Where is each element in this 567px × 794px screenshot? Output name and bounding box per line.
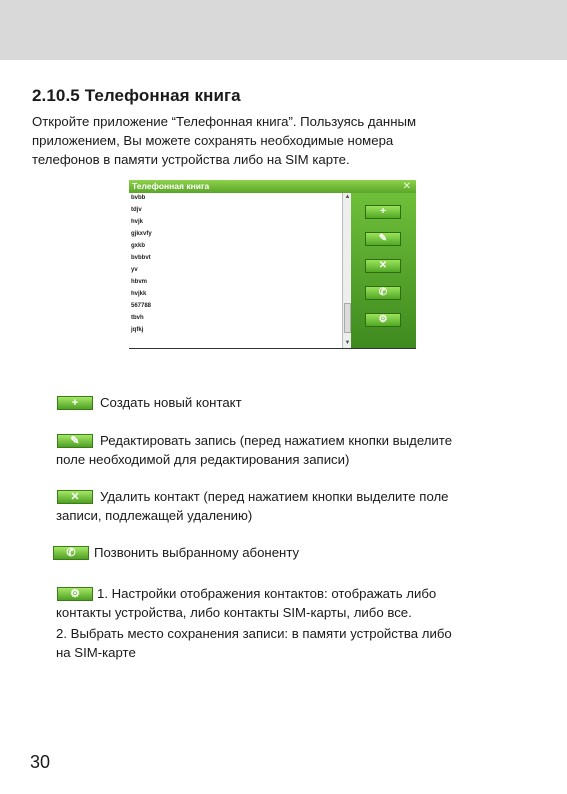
- list-item[interactable]: jqfkj: [131, 327, 144, 333]
- legend-delete-line: записи, подлежащей удалению): [56, 508, 253, 523]
- list-item[interactable]: gjkxvfy: [131, 231, 152, 237]
- legend-edit-line: поле необходимой для редактирования записи): [56, 452, 350, 467]
- legend-call: Позвонить выбранному абоненту: [94, 545, 300, 560]
- action-panel: [351, 193, 416, 348]
- list-item[interactable]: hvjkk: [131, 291, 147, 297]
- list-item[interactable]: gxkb: [131, 243, 146, 249]
- list-item[interactable]: hvjk: [131, 219, 144, 225]
- delete-icon: ✕: [57, 490, 93, 504]
- legend-settings-line: 2. Выбрать место сохранения записи: в памяти устройства либо: [56, 626, 452, 641]
- close-icon[interactable]: ✕: [402, 181, 411, 192]
- intro-line: Откройте приложение “Телефонная книга”. Пользуясь данным: [32, 114, 417, 129]
- page-number: 30: [30, 752, 51, 772]
- intro-line: приложением, Вы можете сохранять необходимые номера: [32, 133, 394, 148]
- list-item[interactable]: hbvm: [131, 279, 148, 285]
- phone-icon: ✆: [53, 546, 89, 560]
- legend-settings-line: 1. Настройки отображения контактов: отображать либо: [97, 586, 437, 601]
- header-band: [0, 0, 567, 60]
- legend-settings-line: контакты устройства, либо контакты SIM-карты, либо все.: [56, 605, 412, 620]
- delete-contact-button[interactable]: ✕: [365, 259, 401, 273]
- legend-delete-line: Удалить контакт (перед нажатием кнопки выделите поле: [100, 489, 449, 504]
- edit-contact-button[interactable]: ✎: [365, 232, 401, 246]
- list-item[interactable]: yv: [131, 267, 138, 273]
- legend-settings-line: на SIM-карте: [56, 645, 136, 660]
- phonebook-title-bar: [129, 180, 416, 193]
- section-heading: 2.10.5 Телефонная книга: [32, 86, 241, 105]
- scrollbar-thumb[interactable]: [344, 303, 351, 333]
- list-item[interactable]: tbvh: [131, 315, 144, 321]
- add-contact-button[interactable]: +: [365, 205, 401, 219]
- phonebook-title: Телефонная книга: [132, 181, 210, 191]
- intro-paragraph: [32, 112, 542, 169]
- legend-create: Создать новый контакт: [100, 395, 242, 410]
- edit-icon: ✎: [57, 434, 93, 448]
- contact-list[interactable]: [129, 193, 342, 348]
- scroll-down-icon[interactable]: ▼: [344, 340, 351, 346]
- add-icon: +: [57, 396, 93, 410]
- intro-line: телефонов в памяти устройства либо на SIM карте.: [32, 152, 350, 167]
- call-button[interactable]: ✆: [365, 286, 401, 300]
- list-item[interactable]: bvbbvt: [131, 255, 151, 261]
- scroll-up-icon[interactable]: ▲: [344, 194, 351, 200]
- list-item[interactable]: tdjv: [131, 207, 142, 213]
- list-item[interactable]: 567788: [131, 303, 152, 309]
- settings-button[interactable]: ⚙: [365, 313, 401, 327]
- phonebook-screenshot: [129, 180, 416, 349]
- list-item[interactable]: bvbb: [131, 195, 146, 201]
- gear-icon: ⚙: [57, 587, 93, 601]
- legend-edit-line: Редактировать запись (перед нажатием кнопки выделите: [100, 433, 453, 448]
